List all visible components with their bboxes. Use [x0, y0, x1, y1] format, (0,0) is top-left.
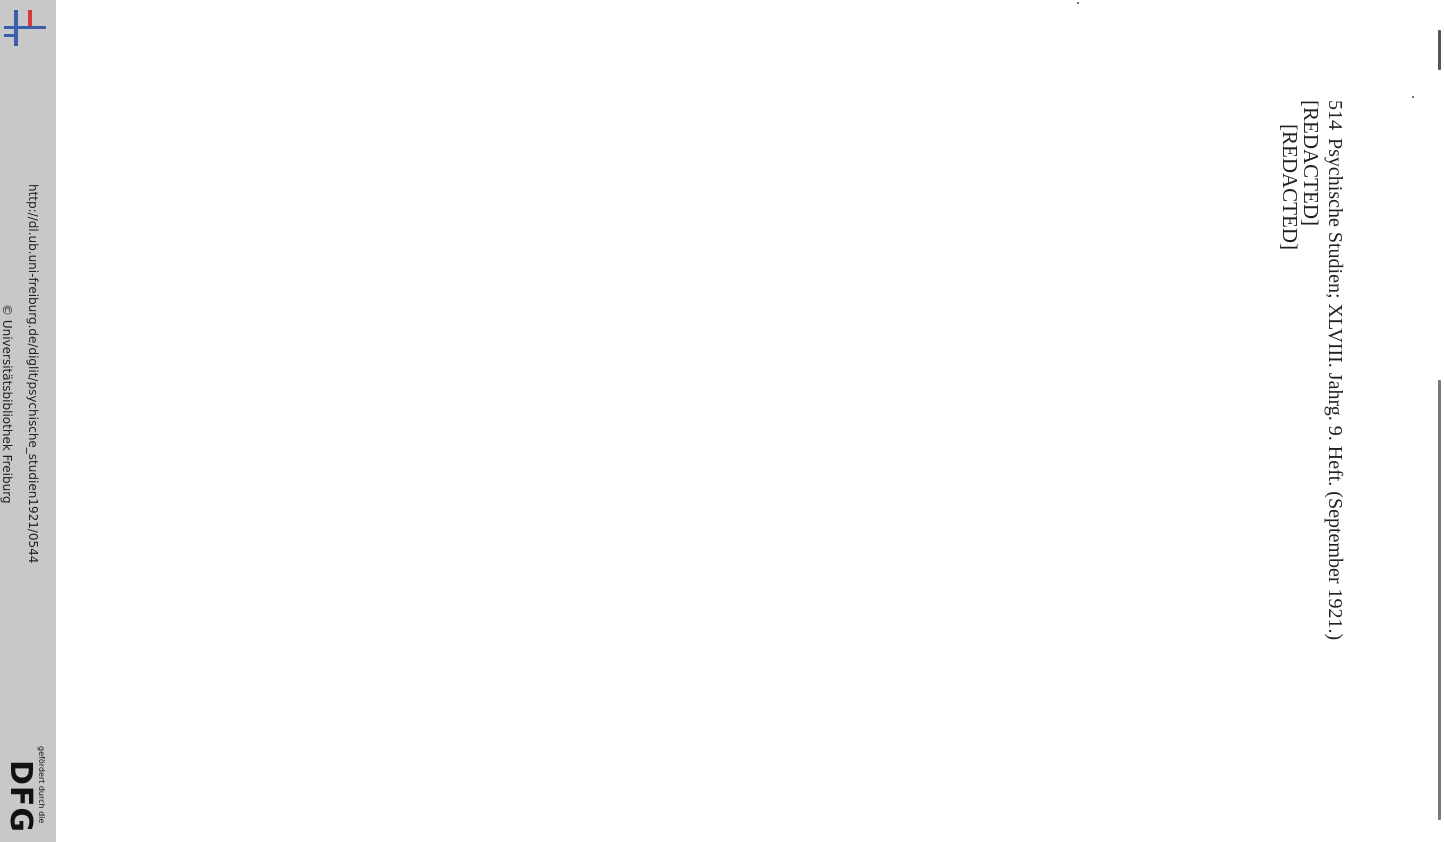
scan-edge	[1438, 30, 1441, 70]
dfg-logo-icon: DFG	[3, 760, 38, 834]
library-sidebar	[0, 0, 56, 842]
page-number: 514	[1324, 100, 1346, 130]
scan-speck	[1412, 96, 1414, 98]
journal-title: Psychische Studien; XLVIII. Jahrg. 9. Heft. (September 1921.)	[1324, 138, 1346, 641]
scan-edge	[1438, 380, 1441, 820]
scanned-page	[1279, 100, 1346, 800]
running-head	[1324, 100, 1346, 750]
scan-speck	[1077, 2, 1079, 4]
copyright-notice: © Universitätsbibliothek Freiburg	[0, 304, 14, 504]
page-body	[1279, 100, 1346, 800]
university-library-logo-icon	[2, 6, 48, 50]
document-url[interactable]: http://dl.ub.uni-freiburg.de/diglit/psychische_studien1921/0544	[26, 184, 40, 564]
paragraph: [REDACTED]	[1299, 100, 1324, 226]
funder-note: gefördert durch die	[37, 746, 46, 824]
paragraph: [REDACTED]	[1278, 124, 1302, 250]
